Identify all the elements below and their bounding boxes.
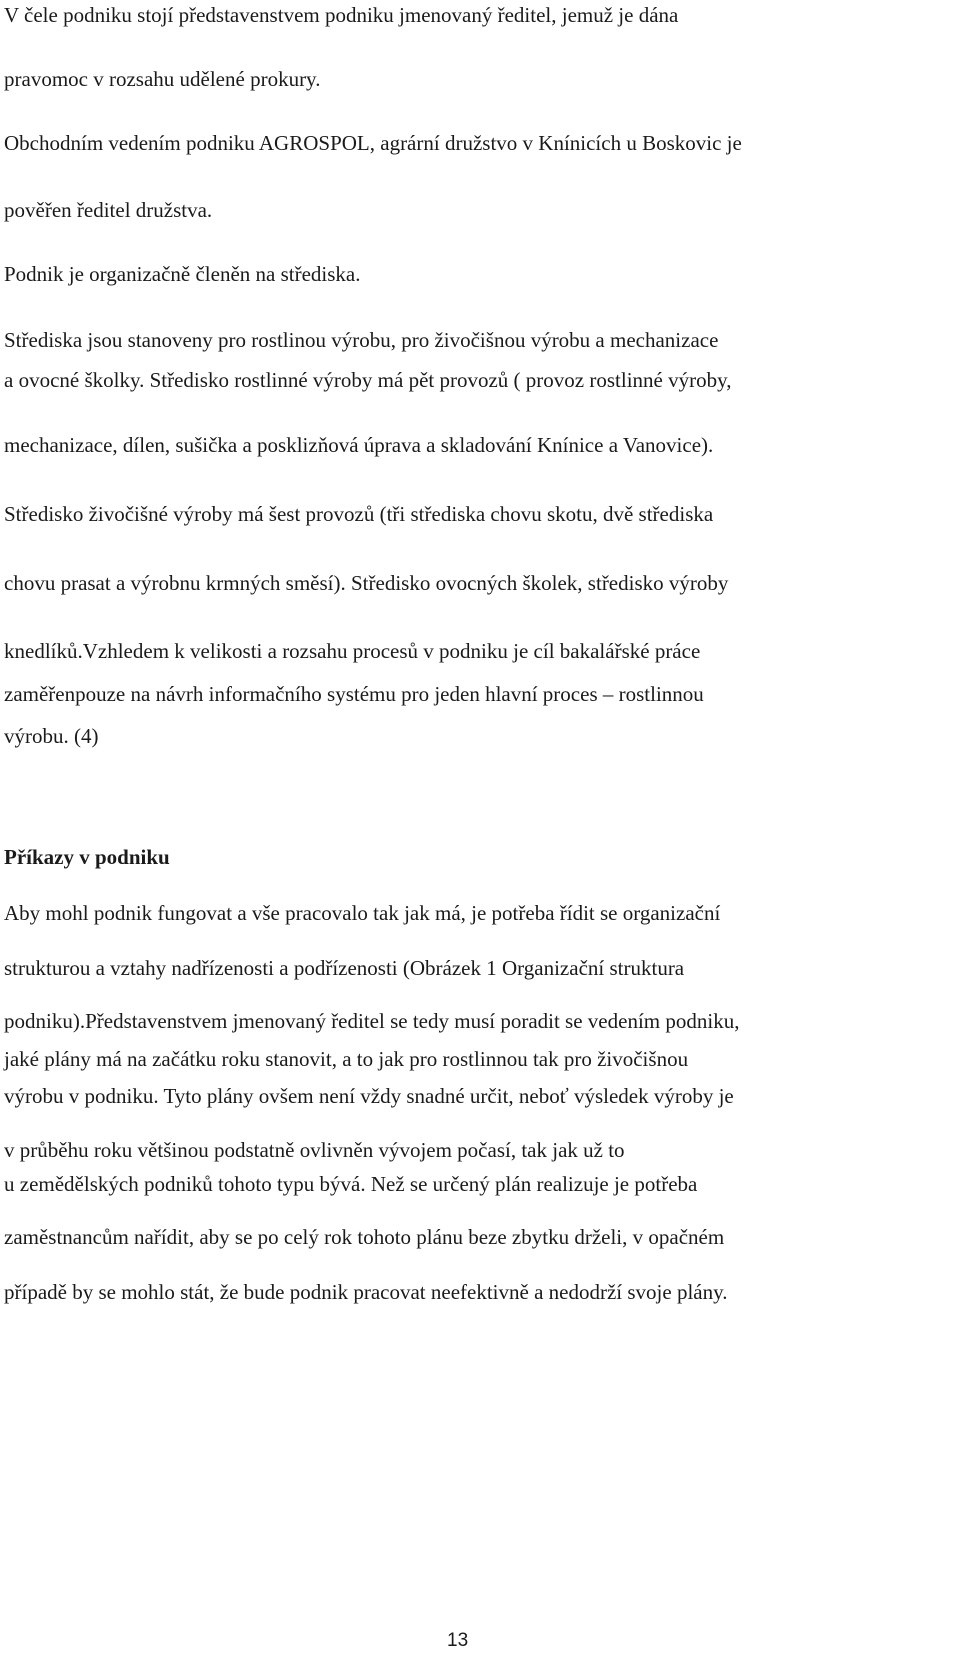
section-heading: Příkazy v podniku: [4, 845, 170, 869]
text-line: Obchodním vedením podniku AGROSPOL, agrární družstvo v Knínicích u Boskovic je: [4, 131, 742, 155]
text-line: Středisko živočišné výroby má šest provozů (tři střediska chovu skotu, dvě střediska: [4, 502, 714, 526]
text-line: u zemědělských podniků tohoto typu bývá. Než se určený plán realizuje je potřeba: [4, 1172, 698, 1196]
text-line: výrobu v podniku. Tyto plány ovšem není vždy snadné určit, neboť výsledek výroby je: [4, 1084, 734, 1108]
text-line: Aby mohl podnik fungovat a vše pracovalo tak jak má, je potřeba řídit se organizační: [4, 901, 721, 925]
text-line: výrobu. (4): [4, 724, 99, 748]
text-line: chovu prasat a výrobnu krmných směsí). Středisko ovocných školek, středisko výroby: [4, 571, 729, 595]
text-line: Střediska jsou stanoveny pro rostlinou výrobu, pro živočišnou výrobu a mechanizace: [4, 328, 719, 352]
page-number: 13: [447, 1630, 469, 1651]
text-line: Podnik je organizačně členěn na střediska.: [4, 262, 361, 286]
text-line: knedlíků.Vzhledem k velikosti a rozsahu procesů v podniku je cíl bakalářské práce: [4, 639, 701, 663]
text-line: jaké plány má na začátku roku stanovit, a to jak pro rostlinnou tak pro živočišnou: [4, 1047, 689, 1071]
text-line: mechanizace, dílen, sušička a posklizňová úprava a skladování Knínice a Vanovice).: [4, 433, 714, 457]
text-line: pověřen ředitel družstva.: [4, 198, 213, 222]
text-line: v průběhu roku většinou podstatně ovlivněn vývojem počasí, tak jak už to: [4, 1138, 625, 1162]
text-line: a ovocné školky. Středisko rostlinné výroby má pět provozů ( provoz rostlinné výroby,: [4, 368, 732, 392]
text-line: V čele podniku stojí představenstvem podniku jmenovaný ředitel, jemuž je dána: [4, 3, 679, 27]
text-line: pravomoc v rozsahu udělené prokury.: [4, 67, 321, 91]
text-line: případě by se mohlo stát, že bude podnik pracovat neefektivně a nedodrží svoje plány.: [4, 1280, 728, 1304]
text-line: zaměřenpouze na návrh informačního systému pro jeden hlavní proces – rostlinnou: [4, 682, 704, 706]
text-line: podniku).Představenstvem jmenovaný ředitel se tedy musí poradit se vedením podniku,: [4, 1009, 740, 1033]
text-line: strukturou a vztahy nadřízenosti a podřízenosti (Obrázek 1 Organizační struktura: [4, 956, 685, 980]
text-line: zaměstnancům nařídit, aby se po celý rok tohoto plánu beze zbytku drželi, v opačném: [4, 1225, 725, 1249]
